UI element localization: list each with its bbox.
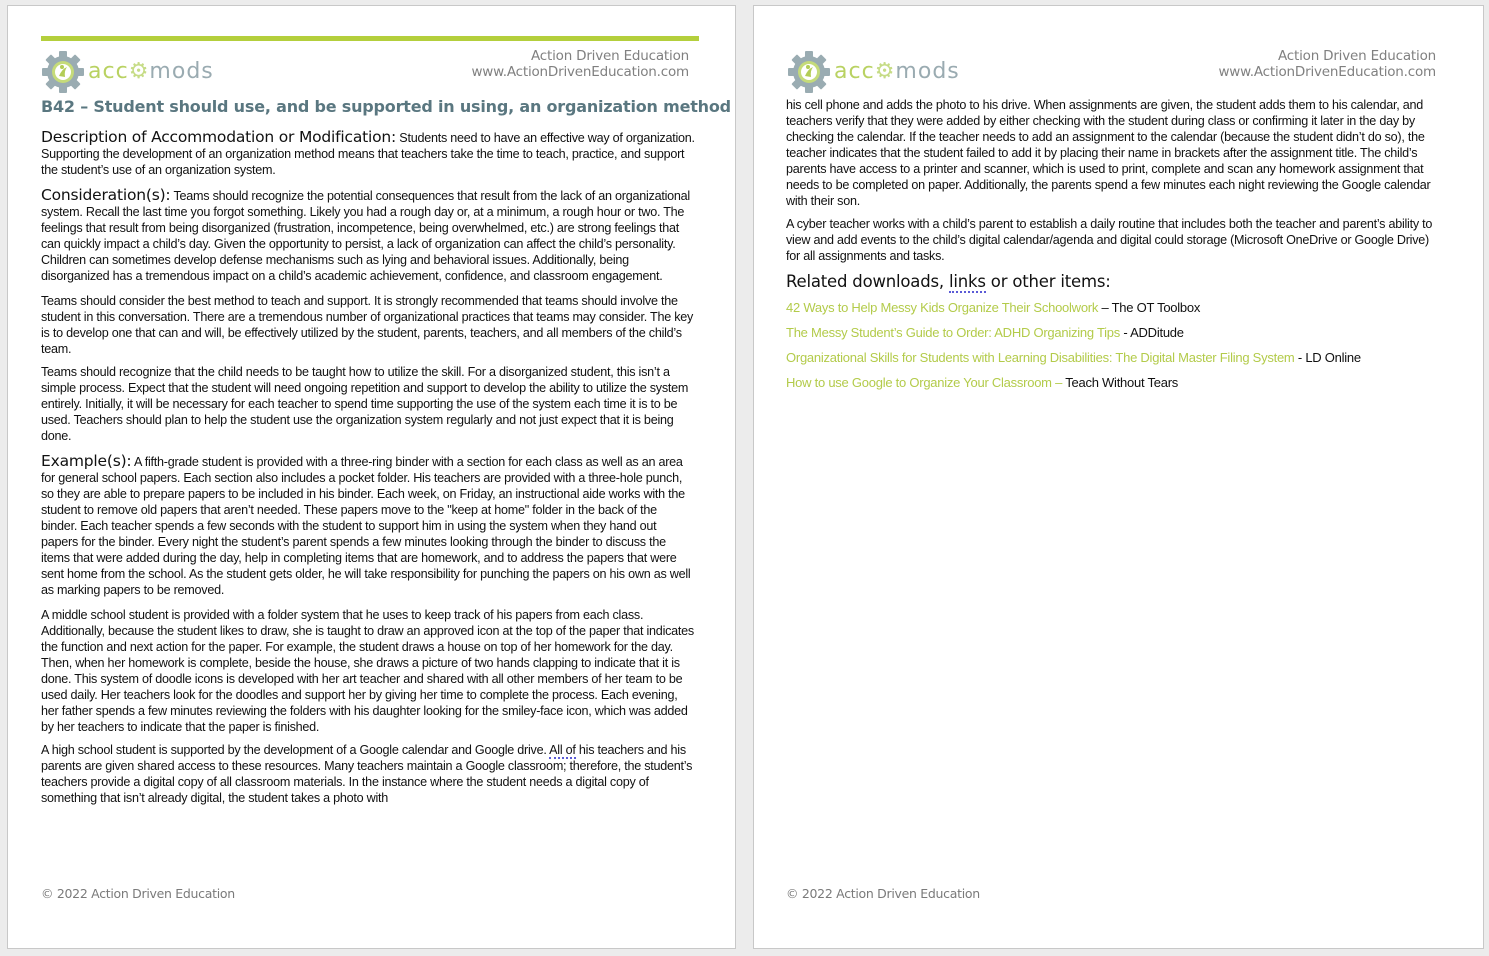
considerations-text: Teams should recognize the potential consequences that result from the lack of an organizational system. Recall the last time you forgot something. Likely you had a rough day or, at a minimum, a rough hour or two. The feelings that result from being disorganized (frustration, incompetence, being overwhelmed, etc.) are strong feelings that can quickly impact a child’s day. Given the opportunity to persist, a lack of organization can affect the child’s personality. Children can sometimes develop defense mechanisms such as lying and behavioral issues. Additionally, being disorganized has a tremendous impact on a child’s academic achievement, confidence, and classroom engagement. [41, 189, 690, 283]
organization-url: www.ActionDrivenEducation.com [1218, 64, 1436, 80]
logo-wordmark: acc⚙mods [834, 58, 960, 84]
page-footer: © 2022 Action Driven Education [41, 886, 235, 901]
body-paragraph: Teams should recognize that the child needs to be taught how to utilize the skill. For a disorganized student, this isn’t a simple process. Expect that the student will need ongoing repetition and support to develop the ability to utilize the system entirely. Initially, it will be necessary for each teacher to spend time supporting the use of the system each time it is to be used. Teachers should plan to help the student use the organization system regularly and not just expect that it is being done. [41, 365, 689, 443]
considerations-label: Consideration(s): [41, 186, 171, 204]
page-1-body [41, 129, 696, 813]
page-footer: © 2022 Action Driven Education [786, 886, 980, 901]
logo-gear-o-icon: ⚙ [128, 58, 150, 84]
description-text: Students need to have an effective way of organization. Supporting the development of an organization method means that teachers take the time to teach, practice, and support the student’s use of an organization system. [41, 131, 695, 177]
organization-header [1218, 48, 1436, 80]
related-heading: Related downloads, links or other items: [786, 272, 1111, 291]
related-link[interactable]: 42 Ways to Help Messy Kids Organize Their Schoolwork [786, 300, 1099, 315]
organization-header [471, 48, 689, 80]
related-item: The Messy Student’s Guide to Order: ADHD Organizing Tips - ADDitude [786, 325, 1184, 340]
document-page-2 [753, 5, 1484, 949]
related-link[interactable]: The Messy Student’s Guide to Order: ADHD Organizing Tips [786, 325, 1121, 340]
example-paragraph: A high school student is supported by the development of a Google calendar and Google drive. All of his teachers and his parents are given shared access to these resources. Many teachers maintain a Google classroom; therefore, the student’s teachers provide a digital copy of all classroom materials. In the instance where the student needs a digital copy of something that isn’t already digital, the student takes a photo with [41, 743, 693, 805]
body-paragraph: his cell phone and adds the photo to his drive. When assignments are given, the student adds them to his calendar, and teachers verify that they were added by either checking with the student during class or confirming it later in the day by checking the calendar. If the teacher needs to add an assignment to the calendar (because the student didn’t do so), the teacher indicates that the student failed to add it by placing their name in brackets after the assignment title. The child’s parents have access to a printer and scanner, which is used to print, complete and scan any homework assignment that needs to be completed on paper. Additionally, the parents spend a few minutes each night reviewing the Google calendar with their son. [786, 98, 1431, 208]
body-paragraph: A cyber teacher works with a child’s parent to establish a daily routine that includes both the teacher and parent’s ability to view and add events to the child’s digital calendar/agenda and digital could storage (Microsoft OneDrive or Google Drive) for all assignments and tasks. [786, 217, 1433, 263]
description-label: Description of Accommodation or Modification: [41, 128, 397, 146]
accomods-logo [40, 48, 214, 96]
examples-label: Example(s): [41, 452, 132, 470]
examples-paragraph [41, 453, 696, 598]
grammar-flag[interactable]: links [948, 272, 986, 291]
page-title: B42 – Student should use, and be supported in using, an organization method [41, 97, 731, 116]
gear-logo-icon [786, 49, 832, 95]
organization-url: www.ActionDrivenEducation.com [471, 64, 689, 80]
related-item: Organizational Skills for Students with Learning Disabilities: The Digital Master Filing System - LD Online [786, 350, 1361, 365]
considerations-paragraph [41, 187, 696, 284]
page-2-body [786, 97, 1446, 400]
related-source: Teach Without Tears [1065, 375, 1179, 390]
header-accent-bar [41, 36, 699, 41]
body-paragraph: Teams should consider the best method to teach and support. It is strongly recommended that teams should involve the student in this conversation. There are a tremendous number of organizational practices that teams may consider. The key is to develop one that can and will, be effectively utilized by the student, parents, teachers, and all members of the child’s team. [41, 294, 694, 356]
organization-name: Action Driven Education [1277, 48, 1436, 64]
related-item: How to use Google to Organize Your Classroom – Teach Without Tears [786, 375, 1179, 390]
related-source: ADDitude [1130, 325, 1184, 340]
example-paragraph: A middle school student is provided with a folder system that he uses to keep track of his papers from each class. Additionally, because the student likes to draw, she is taught to draw an approved icon at the top of the paper that indicates the function and next action for the paper. For example, the student draws a house on top of her homework for the day. Then, when her homework is complete, beside the house, she draws a picture of two hands clapping to indicate that it is done. This system of doodle icons is developed with her art teacher and shared with all other members of her team to be used daily. Her teachers look for the doodles and support her by giving her time to complete the process. Each evening, her father spends a few minutes reviewing the folders with his daughter looking for the smiley-face icon, which was added by her teachers to indicate that the paper is finished. [41, 608, 694, 734]
related-item: 42 Ways to Help Messy Kids Organize Their Schoolwork – The OT Toolbox [786, 300, 1201, 315]
gear-logo-icon [40, 49, 86, 95]
grammar-flag[interactable]: All of [549, 743, 576, 757]
logo-wordmark: acc⚙mods [88, 58, 214, 84]
related-link[interactable]: Organizational Skills for Students with Learning Disabilities: The Digital Master Filing System [786, 350, 1295, 365]
document-page-1 [7, 5, 736, 949]
organization-name: Action Driven Education [530, 48, 689, 64]
examples-text: A fifth-grade student is provided with a three-ring binder with a section for each class as well as an area for general school papers. Each section also includes a pocket folder. His teachers are provided with a three-hole punch, so they are able to prepare papers to be included in his binder. Each week, on Friday, an instructional aide works with the student to remove old papers that aren’t needed. These papers move to the "keep at home" folder in the back of the binder. Each teacher spends a few seconds with the student to support him in using the system when they hand out papers for the binder. Every night the student’s parent spends a few minutes looking through the binder to discuss the items that were added during the day, help in completing items that are homework, and to address the papers that were sent home from the school. As the student gets older, he will take responsibility for punching the papers on his own as well as marking papers to be removed. [41, 455, 691, 597]
description-paragraph [41, 129, 696, 178]
accomods-logo [786, 48, 960, 96]
related-source: The OT Toolbox [1111, 300, 1201, 315]
logo-gear-o-icon: ⚙ [874, 58, 896, 84]
related-source: LD Online [1305, 350, 1361, 365]
related-link[interactable]: How to use Google to Organize Your Classroom [786, 375, 1052, 390]
